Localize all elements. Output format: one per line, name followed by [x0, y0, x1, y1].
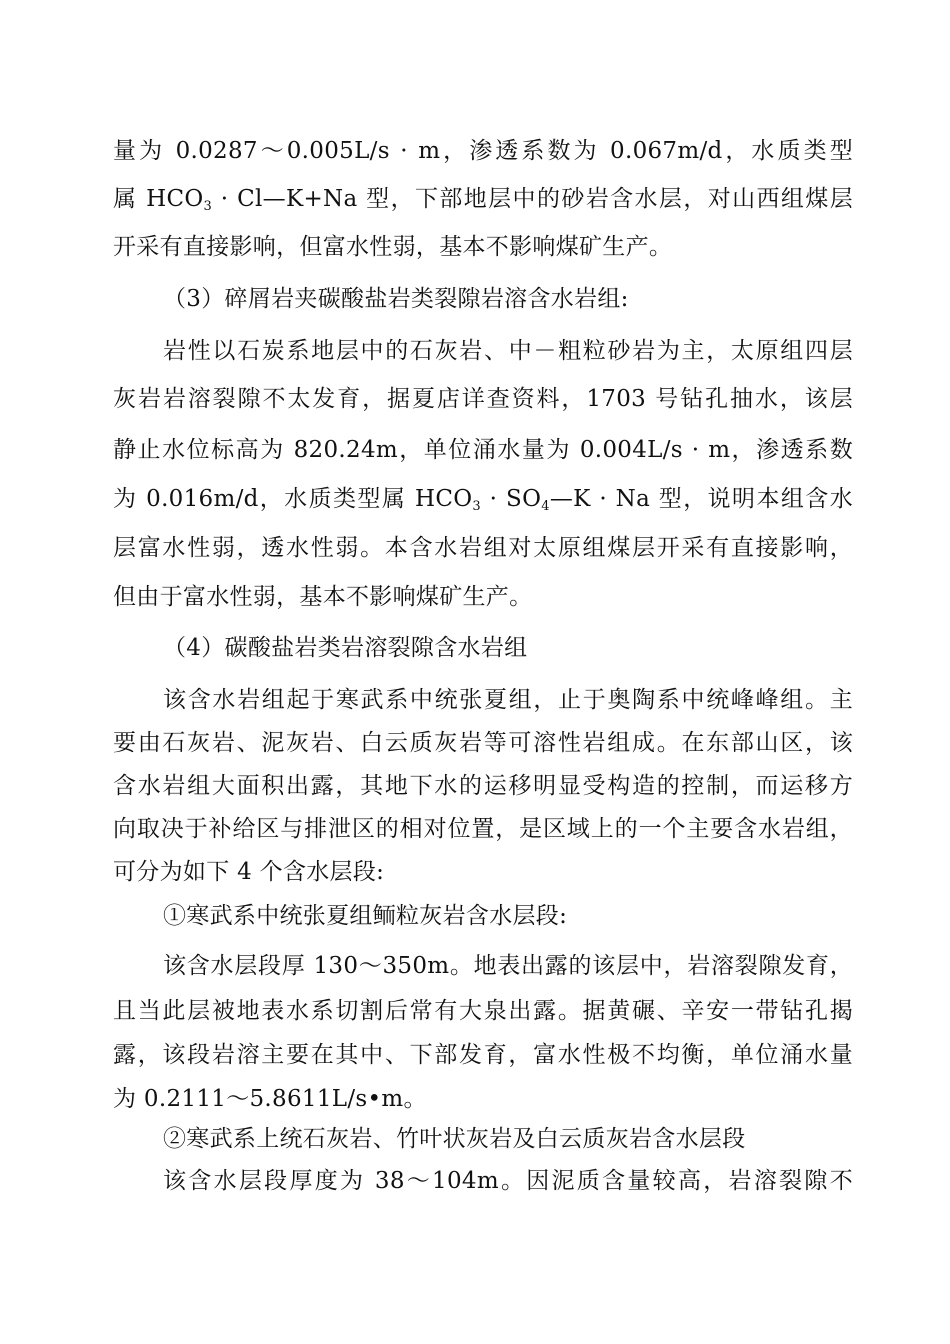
section-heading: ①寒武系中统张夏组鲕粒灰岩含水层段: — [163, 903, 568, 929]
text-line: 量为 0.0287～0.005L/s · m，渗透系数为 0.067m/d，水质类型 — [113, 138, 853, 164]
section-heading: （3）碎屑岩夹碳酸盐岩类裂隙岩溶含水岩组: — [163, 286, 629, 312]
text-line: 要由石灰岩、泥灰岩、白云质灰岩等可溶性岩组成。在东部山区，该 — [113, 730, 853, 756]
text-line: 为 0.016m/d，水质类型属 $HCO_3$ · $SO_4—K \cdot Na$ 型，说明本组含水 — [113, 486, 853, 514]
text-line: 但由于富水性弱，基本不影响煤矿生产。 — [113, 584, 533, 610]
text-line: 且当此层被地表水系切割后常有大泉出露。据黄碾、辛安一带钻孔揭 — [113, 998, 853, 1024]
text-line: 该含水层段厚度为 38～104m。因泥质含量较高，岩溶裂隙不 — [163, 1168, 853, 1194]
text-line: 该含水岩组起于寒武系中统张夏组，止于奥陶系中统峰峰组。主 — [163, 687, 853, 713]
text-line: 静止水位标高为 820.24m，单位涌水量为 0.004L/s · m，渗透系数 — [113, 437, 853, 463]
text-line: 可分为如下 4 个含水层段: — [113, 859, 385, 885]
section-heading: （4）碳酸盐岩类岩溶裂隙含水岩组 — [163, 635, 528, 661]
text-line: 向取决于补给区与排泄区的相对位置，是区域上的一个主要含水岩组， — [113, 816, 853, 842]
text-line: 属 $HCO_3$ · Cl—K+Na 型，下部地层中的砂岩含水层，对山西组煤层 — [113, 186, 853, 214]
text-line: 层富水性弱，透水性弱。本含水岩组对太原组煤层开采有直接影响， — [113, 535, 853, 561]
text-line: 露，该段岩溶主要在其中、下部发育，富水性极不均衡，单位涌水量 — [113, 1042, 853, 1068]
section-heading: ②寒武系上统石灰岩、竹叶状灰岩及白云质灰岩含水层段 — [163, 1126, 746, 1152]
text-line: 岩性以石炭系地层中的石灰岩、中－粗粒砂岩为主，太原组四层 — [163, 338, 853, 364]
text-line: 为 0.2111～5.8611L/s•m。 — [113, 1086, 427, 1112]
text-line: 含水岩组大面积出露，其地下水的运移明显受构造的控制，而运移方 — [113, 773, 853, 799]
text-line: 灰岩岩溶裂隙不太发育，据夏店详查资料，1703 号钻孔抽水，该层 — [113, 386, 853, 412]
text-line: 该含水层段厚 130～350m。地表出露的该层中，岩溶裂隙发育， — [163, 953, 853, 979]
text-line: 开采有直接影响，但富水性弱，基本不影响煤矿生产。 — [113, 234, 673, 260]
